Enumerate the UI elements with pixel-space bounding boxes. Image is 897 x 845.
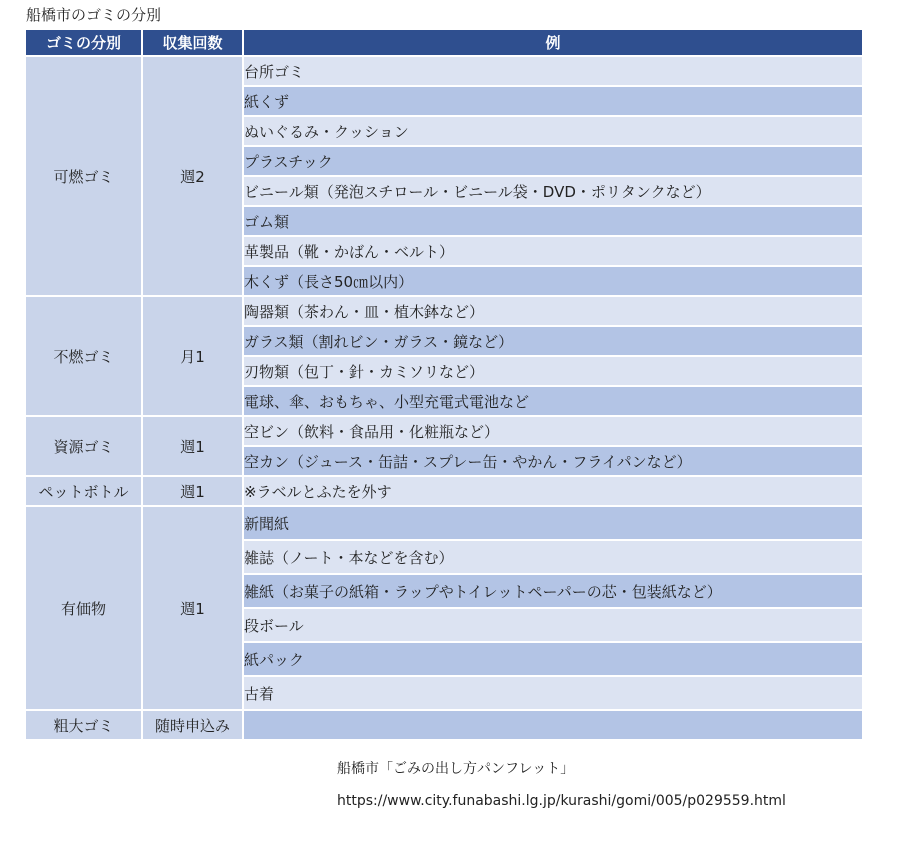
table-row (26, 507, 862, 541)
category-cell: 資源ゴミ (26, 417, 143, 477)
example-cell: 紙パック (244, 643, 862, 677)
frequency-cell: 週1 (143, 417, 244, 477)
table-row (26, 57, 862, 87)
example-cell: プラスチック (244, 147, 862, 177)
header-examples: 例 (244, 30, 862, 57)
example-cell: 陶器類（茶わん・皿・植木鉢など） (244, 297, 862, 327)
frequency-cell: 随時申込み (143, 711, 244, 741)
example-cell: 空カン（ジュース・缶詰・スプレー缶・やかん・フライパンなど） (244, 447, 862, 477)
example-cell: ゴム類 (244, 207, 862, 237)
table-row (26, 417, 862, 447)
category-cell: ペットボトル (26, 477, 143, 507)
example-cell: 段ボール (244, 609, 862, 643)
table-row (26, 297, 862, 327)
table-row (26, 477, 862, 507)
page-title: 船橋市のゴミの分別 (26, 6, 162, 24)
example-cell: 古着 (244, 677, 862, 711)
header-frequency: 収集回数 (143, 30, 244, 57)
table-header-row (26, 30, 862, 57)
category-cell: 粗大ゴミ (26, 711, 143, 741)
category-cell: 不燃ゴミ (26, 297, 143, 417)
category-cell: 可燃ゴミ (26, 57, 143, 297)
frequency-cell: 月1 (143, 297, 244, 417)
example-cell: 革製品（靴・かばん・ベルト） (244, 237, 862, 267)
example-cell: ※ラベルとふたを外す (244, 477, 862, 507)
example-cell: 刃物類（包丁・針・カミソリなど） (244, 357, 862, 387)
source-citation: 船橋市「ごみの出し方パンフレット」 (337, 761, 575, 777)
frequency-cell: 週1 (143, 477, 244, 507)
source-url[interactable]: https://www.city.funabashi.lg.jp/kurashi/gomi/005/p029559.html (337, 793, 786, 809)
category-cell: 有価物 (26, 507, 143, 711)
frequency-cell: 週1 (143, 507, 244, 711)
example-cell: 空ビン（飲料・食品用・化粧瓶など） (244, 417, 862, 447)
frequency-cell: 週2 (143, 57, 244, 297)
example-cell: 新聞紙 (244, 507, 862, 541)
header-category: ゴミの分別 (26, 30, 143, 57)
example-cell: ぬいぐるみ・クッション (244, 117, 862, 147)
example-cell: 紙くず (244, 87, 862, 117)
example-cell: 雑誌（ノート・本などを含む） (244, 541, 862, 575)
example-cell: 木くず（長さ50㎝以内） (244, 267, 862, 297)
example-cell: ガラス類（割れビン・ガラス・鏡など） (244, 327, 862, 357)
example-cell: 電球、傘、おもちゃ、小型充電式電池など (244, 387, 862, 417)
table-body (26, 57, 862, 741)
example-cell (244, 711, 862, 741)
garbage-sorting-table (26, 30, 862, 741)
example-cell: 雑紙（お菓子の紙箱・ラップやトイレットペーパーの芯・包装紙など） (244, 575, 862, 609)
example-cell: ビニール類（発泡スチロール・ビニール袋・DVD・ポリタンクなど） (244, 177, 862, 207)
example-cell: 台所ゴミ (244, 57, 862, 87)
table-row (26, 711, 862, 741)
